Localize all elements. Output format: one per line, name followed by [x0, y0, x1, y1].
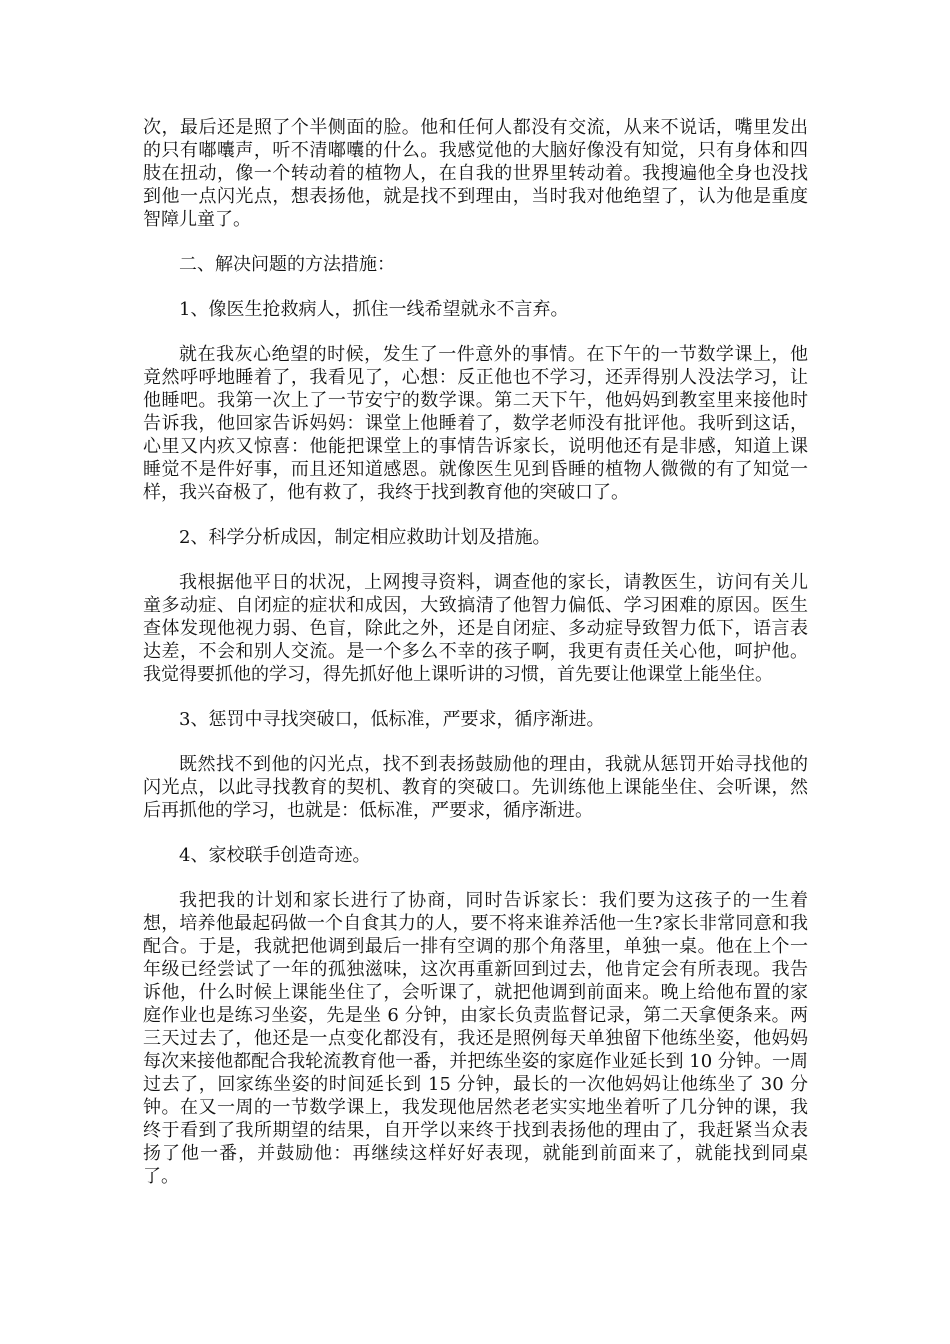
section-heading-methods: 二、解决问题的方法措施： [179, 254, 395, 275]
subheading-2: 2、科学分析成因，制定相应救助计划及措施。 [179, 527, 551, 548]
subheading-3: 3、惩罚中寻找突破口，低标准，严要求，循序渐进。 [179, 709, 605, 730]
document-body [143, 116, 808, 1210]
paragraph-1: 就在我灰心绝望的时候，发生了一件意外的事情。在下午的一节数学课上，他竟然呼呼地睡着了，我看见了，心想：反正他也不学习，还弄得别人没法学习，让他睡吧。我第一次上了一节安宁的数学课。第二天下午，他妈妈到教室里来接他时告诉我，他回家告诉妈妈：课堂上他睡着了，数学老师没有批评他。我听到这话，心里又内疚又惊喜：他能把课堂上的事情告诉家长，说明他还有是非感，知道上课睡觉不是件好事，而且还知道感恩。就像医生见到昏睡的植物人微微的有了知觉一样，我兴奋极了，他有救了，我终于找到教育他的突破口了。 [143, 344, 808, 503]
paragraph-4: 我把我的计划和家长进行了协商，同时告诉家长：我们要为这孩子的一生着想，培养他最起码做一个自食其力的人，要不将来谁养活他一生?家长非常同意和我配合。于是，我就把他调到最后一排有空调的那个角落里，单独一桌。他在上个一年级已经尝试了一年的孤独滋味，这次再重新回到过去，他肯定会有所表现。我告诉他，什么时候上课能坐住了，会听课了，就把他调到前面来。晚上给他布置的家庭作业也是练习坐姿，先是坐 6 分钟，由家长负责监督记录，第二天拿便条来。两三天过去了，他还是一点变化都没有，我还是照例每天单独留下他练坐姿，他妈妈每次来接他都配合我轮流教育他一番，并把练坐姿的家庭作业延长到 10 分钟。一周过去了，回家练坐姿的时间延长到 15 分钟，最长的一次他妈妈让他练坐了 30 分钟。在又一周的一节数学课上，我发现他居然老老实实地坐着听了几分钟的课，我终于看到了我所期望的结果，自开学以来终于找到表扬他的理由了，我赶紧当众表扬了他一番，并鼓励他：再继续这样好好表现，就能到前面来了，就能找到同桌了。 [143, 890, 808, 1187]
paragraph-3: 既然找不到他的闪光点，找不到表扬鼓励他的理由，我就从惩罚开始寻找他的闪光点，以此寻找教育的契机、教育的突破口。先训练他上课能坐住、会听课，然后再抓他的学习，也就是：低标准，严要求，循序渐进。 [143, 754, 808, 821]
subheading-1: 1、像医生抢救病人，抓住一线希望就永不言弃。 [179, 299, 569, 320]
paragraph-2: 我根据他平日的状况，上网搜寻资料，调查他的家长，请教医生，访问有关儿童多动症、自闭症的症状和成因，大致搞清了他智力偏低、学习困难的原因。医生查体发现他视力弱、色盲，除此之外，还是自闭症、多动症导致智力低下，语言表达差，不会和别人交流。是一个多么不幸的孩子啊，我更有责任关心他，呵护他。我觉得要抓他的学习，得先抓好他上课听讲的习惯，首先要让他课堂上能坐住。 [143, 572, 808, 685]
subheading-4: 4、家校联手创造奇迹。 [179, 845, 371, 866]
paragraph-continuation: 次，最后还是照了个半侧面的脸。他和任何人都没有交流，从来不说话，嘴里发出的只有嘟囔声，听不清嘟囔的什么。我感觉他的大脑好像没有知觉，只有身体和四肢在扭动，像一个转动着的植物人，在自我的世界里转动着。我搜遍他全身也没找到他一点闪光点，想表扬他，就是找不到理由，当时我对他绝望了，认为他是重度智障儿童了。 [143, 117, 808, 230]
